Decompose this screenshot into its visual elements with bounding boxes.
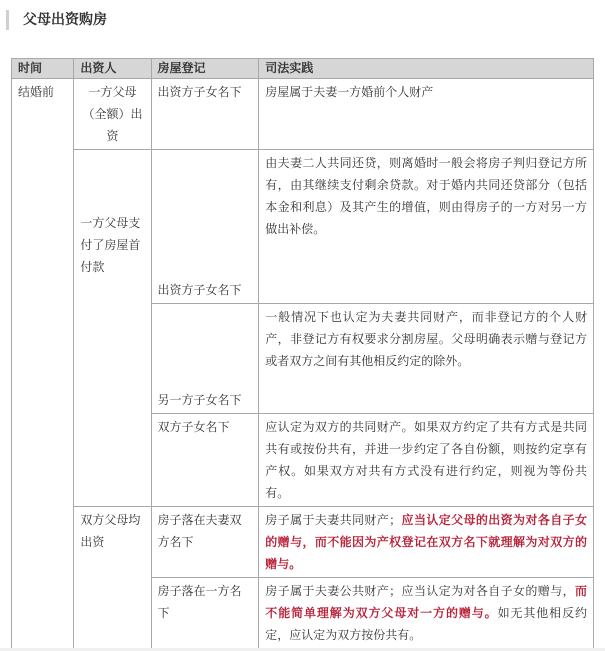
practice-cell: [259, 578, 594, 649]
registration-cell: 出资方子女名下: [151, 150, 259, 304]
practice-text: 如无其他相反约定，应认定为双方按份共有。: [265, 606, 587, 642]
header-practice: 司法实践: [259, 59, 594, 79]
contributor-cell: 一方父母支付了房屋首付款: [74, 150, 151, 507]
contributor-cell: 一方父母（全额）出资: [74, 79, 151, 150]
practice-cell: 房屋属于夫妻一方婚前个人财产: [259, 79, 594, 150]
header-contributor: 出资人: [74, 59, 151, 79]
time-cell: 结婚前: [12, 79, 74, 650]
header-registration: 房屋登记: [151, 59, 259, 79]
property-table: [11, 58, 594, 650]
practice-cell: [259, 507, 594, 578]
table-row: [12, 507, 594, 578]
practice-highlight: 而不能简单理解为双方父母对一方的赠与。: [265, 584, 587, 620]
contributor-cell: 双方父母均出资: [74, 507, 151, 649]
practice-cell: 应认定为双方的共同财产。如果双方约定了共有方式是共同共有或按份共有，并进一步约定了各自份额，则按约定享有产权。如果双方对共有方式没有进行约定，则视为等份共有。: [259, 414, 594, 507]
header-time: 时间: [12, 59, 74, 79]
practice-highlight: 应当认定父母的出资为对各自子女的赠与，而不能因为产权登记在双方名下就理解为对双方的赠与。: [265, 513, 587, 571]
table-row: [12, 150, 594, 304]
registration-cell: 房子落在一方名下: [151, 578, 259, 649]
practice-text: 房子属于夫妻共同财产；: [265, 513, 402, 527]
table-row: [12, 79, 594, 150]
practice-text: 房子属于夫妻公共财产；应当认定为对各自子女的赠与，: [265, 584, 575, 598]
registration-cell: 房子落在夫妻双方名下: [151, 507, 259, 578]
registration-cell: 出资方子女名下: [151, 79, 259, 150]
registration-cell: 双方子女名下: [151, 414, 259, 507]
registration-cell: 另一方子女名下: [151, 304, 259, 414]
table-header-row: [12, 59, 594, 79]
practice-cell: 一般情况下也认定为夫妻共同财产，而非登记方的个人财产，非登记方有权要求分割房屋。父母明确表示赠与登记方或者双方之间有其他相反约定的除外。: [259, 304, 594, 414]
practice-cell: 由夫妻二人共同还贷，则离婚时一般会将房子判归登记方所有，由其继续支付剩余贷款。对于婚内共同还贷部分（包括本金和利息）及其产生的增值，则由得房子的一方对另一方做出补偿。: [259, 150, 594, 304]
page-title: 父母出资购房: [6, 10, 107, 30]
